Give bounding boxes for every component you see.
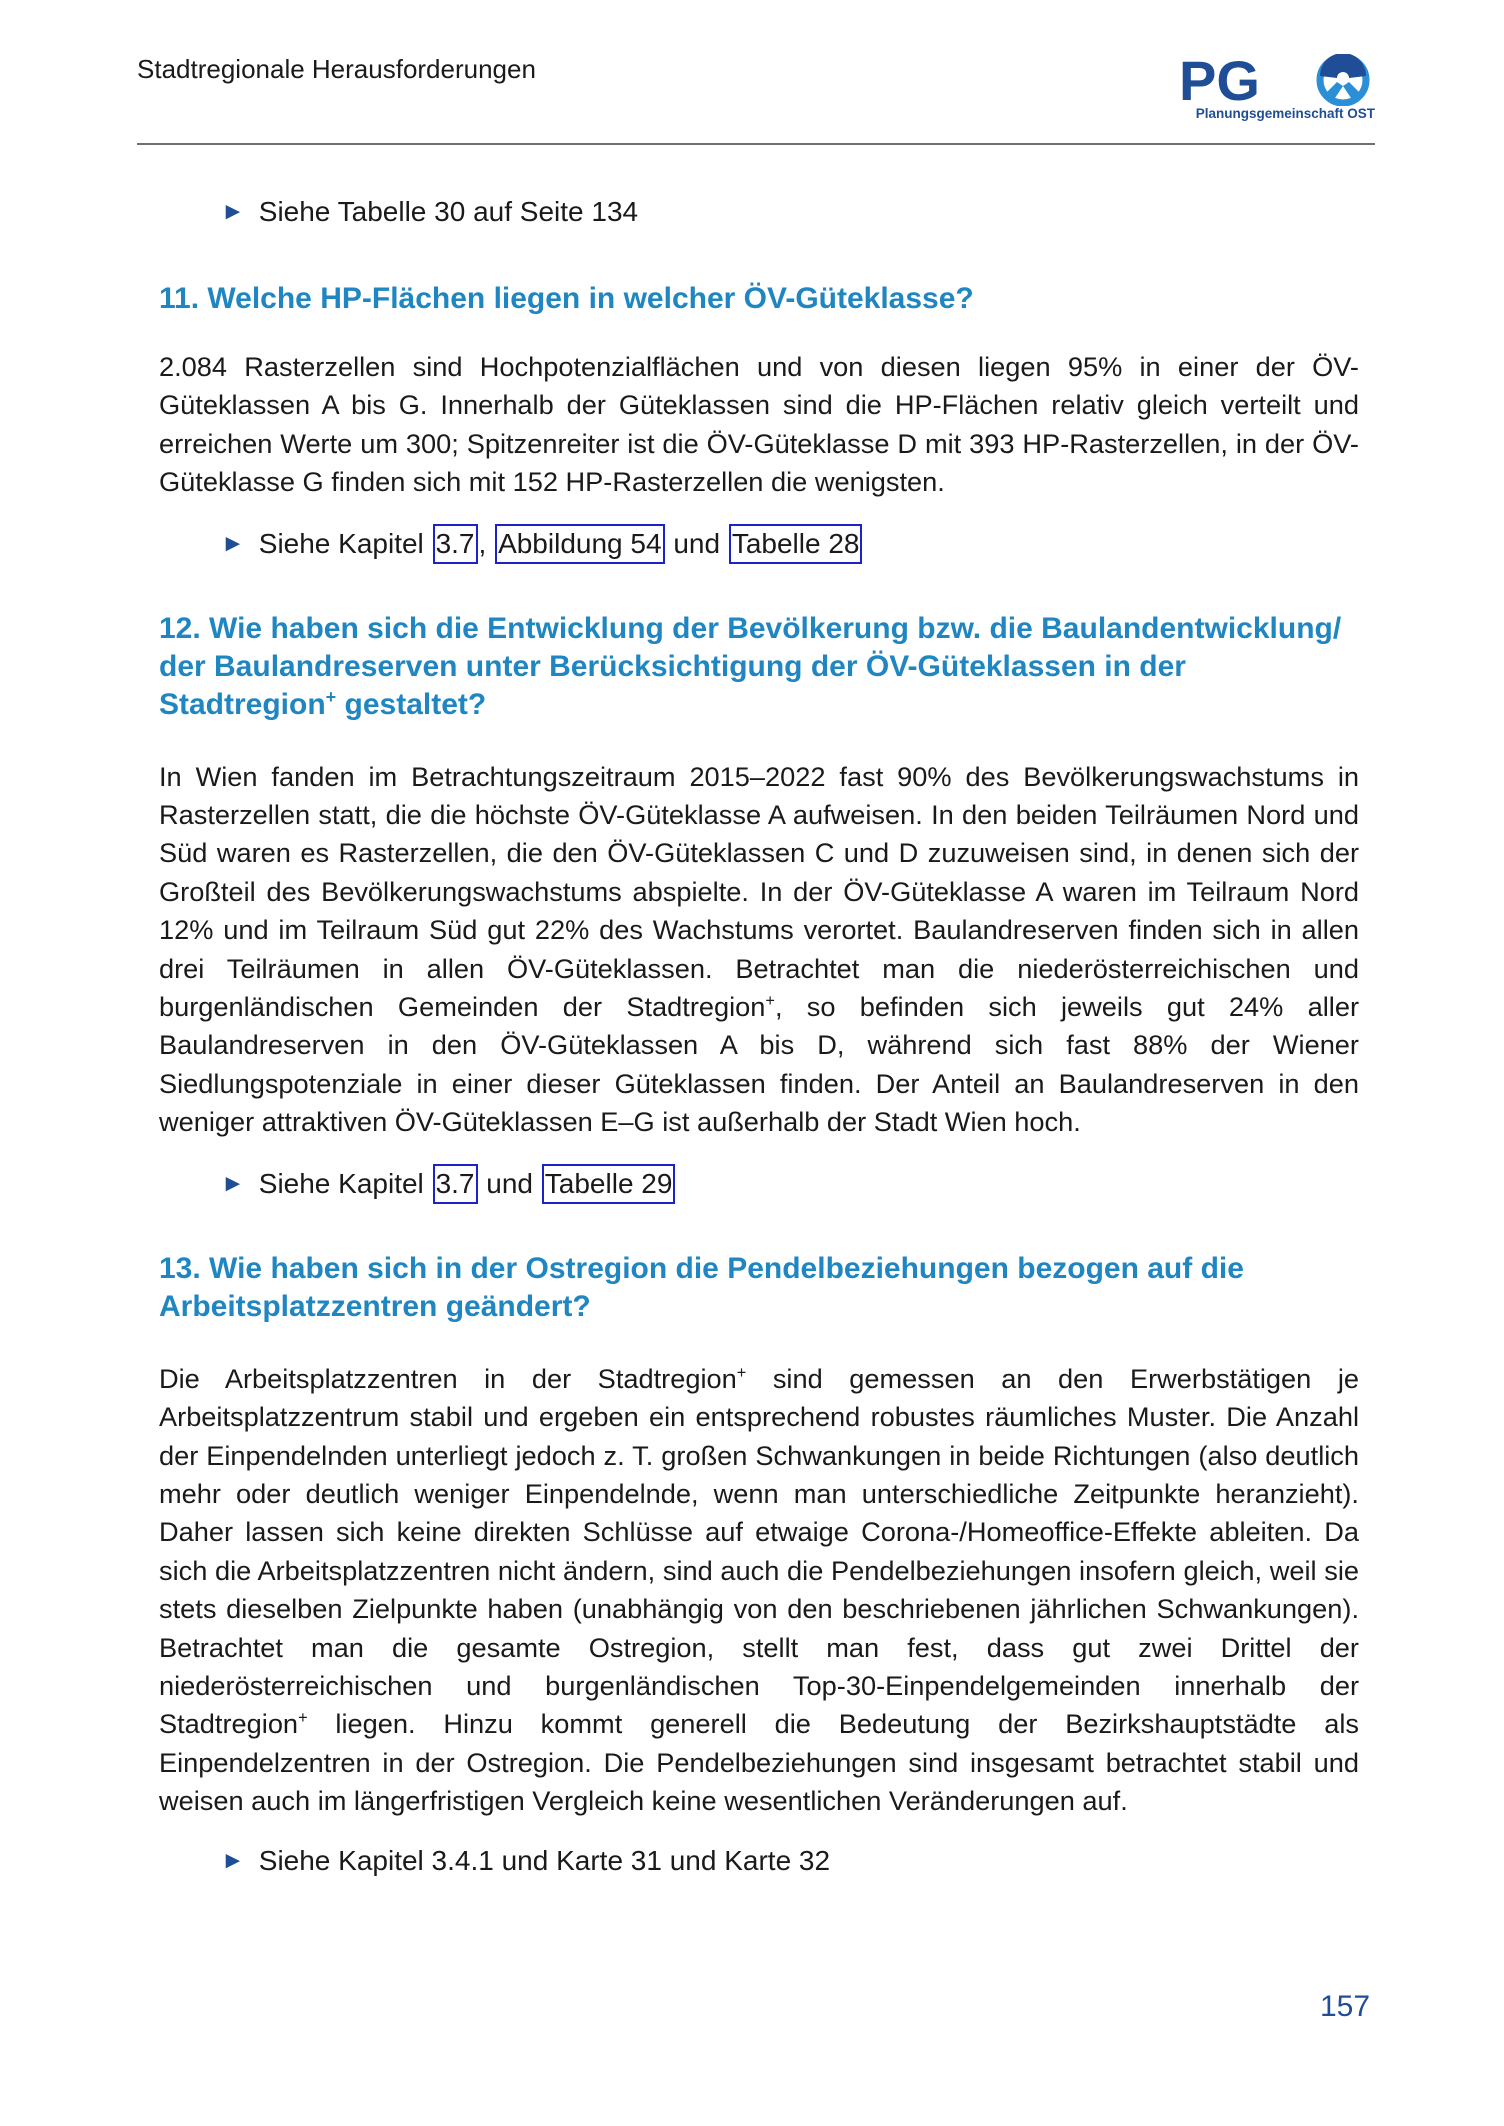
link-abbildung-54[interactable]: Abbildung 54: [495, 524, 664, 564]
reference-prefix: Siehe Kapitel: [258, 1167, 432, 1199]
reference-separator: und: [665, 527, 728, 559]
reference-line-q12: [221, 1164, 1359, 1204]
question-13-paragraph: [159, 1360, 1359, 1821]
question-11-heading: 11. Welche HP-Flächen liegen in welcher ÖV-Güteklasse?: [159, 282, 974, 315]
reference-line-q13: [221, 1843, 1359, 1879]
running-header-title: Stadtregionale Herausforderungen: [137, 54, 536, 84]
header-divider: [137, 143, 1375, 145]
superscript-plus: +: [298, 1709, 308, 1728]
heading-text-end: gestaltet?: [336, 687, 487, 721]
reference-line-q11: [221, 524, 1359, 564]
pgo-logo: [1179, 54, 1375, 134]
paragraph-text: In Wien fanden im Betrachtungszeitraum 2015–2022 fast 90% des Bevölkerungswachstums in Rasterzellen statt, die die höchste ÖV-Güteklasse A aufweisen. In den beiden Teilräumen Nord und Süd waren es Rasterzellen, die den ÖV-Güteklassen C und D zuzuweisen sind, in denen sich der Großteil des Bevölkerungswachstums abspielte. In der ÖV-Güteklasse A waren im Teilraum Nord 12% und im Teilraum Süd gut 22% des Wachstums verortet. Baulandreserven finden sich in allen drei Teilräumen in allen ÖV-Güteklassen. Betrachtet man die niederösterreichischen und burgenländischen Gemeinden der Stadtregion: [159, 760, 1359, 1023]
superscript-plus: +: [736, 1363, 747, 1382]
main-content: [159, 186, 1359, 1879]
triangle-arrow-icon: ►: [221, 198, 245, 225]
paragraph-text-end: liegen. Hinzu kommt generell die Bedeutung der Bezirkshauptstädte als Einpendelzentren in der Ostregion. Die Pendelbeziehungen sind insgesamt betrachtet stabil und weisen auch im längerfristigen Vergleich keine wesentlichen Veränderungen auf.: [159, 1708, 1359, 1817]
link-kapitel-3-7[interactable]: 3.7: [433, 1164, 478, 1204]
paragraph-text-end: , so befinden sich jeweils gut 24% aller Baulandreserven in den ÖV-Güteklassen A bis D, während sich fast 88% der Wiener Siedlungspotenziale in einer dieser Güteklassen finden. Der Anteil an Baulandreserven in den weniger attraktiven ÖV-Güteklassen E–G ist außerhalb der Stadt Wien hoch.: [159, 991, 1360, 1138]
page-header: [137, 48, 1375, 144]
triangle-arrow-icon: ►: [221, 1169, 245, 1197]
reference-line-table-30: [221, 194, 1359, 230]
reference-separator: und: [478, 1167, 541, 1199]
reference-prefix: Siehe Kapitel: [258, 527, 432, 559]
question-11-paragraph: 2.084 Rasterzellen sind Hochpotenzialflächen und von diesen liegen 95% in einer der ÖV-Güteklassen A bis G. Innerhalb der Güteklassen sind die HP-Flächen relativ gleich verteilt und erreichen Werte um 300; Spitzenreiter ist die ÖV-Güteklasse D mit 393 HP-Rasterzellen, in der ÖV-Güteklasse G finden sich mit 152 HP-Rasterzellen die wenigsten.: [159, 351, 1359, 498]
superscript-plus: +: [765, 992, 775, 1010]
link-tabelle-29[interactable]: Tabelle 29: [542, 1164, 676, 1204]
question-12-paragraph: [159, 758, 1359, 1142]
logo-wordmark: Planungsgemeinschaft OST: [1195, 106, 1375, 121]
reference-text: Siehe Tabelle 30 auf Seite 134: [258, 196, 639, 227]
superscript-plus: +: [325, 686, 337, 707]
question-12-heading: [159, 610, 1359, 724]
logo-letters: PG: [1179, 54, 1260, 106]
question-13-heading: 13. Wie haben sich in der Ostregion die Pendelbeziehungen bezogen auf die Arbeitsplatzzentren geändert?: [159, 1251, 1244, 1323]
link-kapitel-3-7[interactable]: 3.7: [433, 524, 478, 564]
triangle-arrow-icon: ►: [221, 1846, 245, 1874]
heading-text: 12. Wie haben sich die Entwicklung der Bevölkerung bzw. die Baulandentwicklung/ der Baulandreserven unter Berücksichtigung der ÖV-Güteklassen in der Stadtregion: [159, 611, 1342, 721]
page-number: 157: [1320, 1990, 1371, 2023]
link-tabelle-28[interactable]: Tabelle 28: [729, 524, 863, 564]
reference-text: Siehe Kapitel 3.4.1 und Karte 31 und Karte 32: [258, 1844, 831, 1876]
paragraph-text: Die Arbeitsplatzzentren in der Stadtregion: [159, 1362, 737, 1394]
reference-separator: ,: [478, 527, 495, 559]
triangle-arrow-icon: ►: [221, 529, 245, 557]
pgo-logo-mark: [1179, 54, 1375, 106]
paragraph-text-middle: sind gemessen an den Erwerbstätigen je Arbeitsplatzzentrum stabil und ergeben ein entsprechend robustes räumliches Muster. Die Anzahl der Einpendelnden unterliegt jedoch z. T. großen Schwankungen in beide Richtungen (also deutlich mehr oder deutlich weniger Einpendelnde, wenn man unterschiedliche Zeitpunkte heranzieht). Daher lassen sich keine direkten Schlüsse auf etwaige Corona-/Homeoffice-Effekte ableiten. Da sich die Arbeitsplatzzentren nicht ändern, sind auch die Pendelbeziehungen insofern gleich, weil sie stets dieselben Zielpunkte haben (unabhängig von den beschriebenen jährlichen Schwankungen). Betrachtet man die gesamte Ostregion, stellt man fest, dass gut zwei Drittel der niederösterreichischen und burgenländischen Top-30-Einpendelgemeinden innerhalb der Stadtregion: [159, 1362, 1360, 1740]
